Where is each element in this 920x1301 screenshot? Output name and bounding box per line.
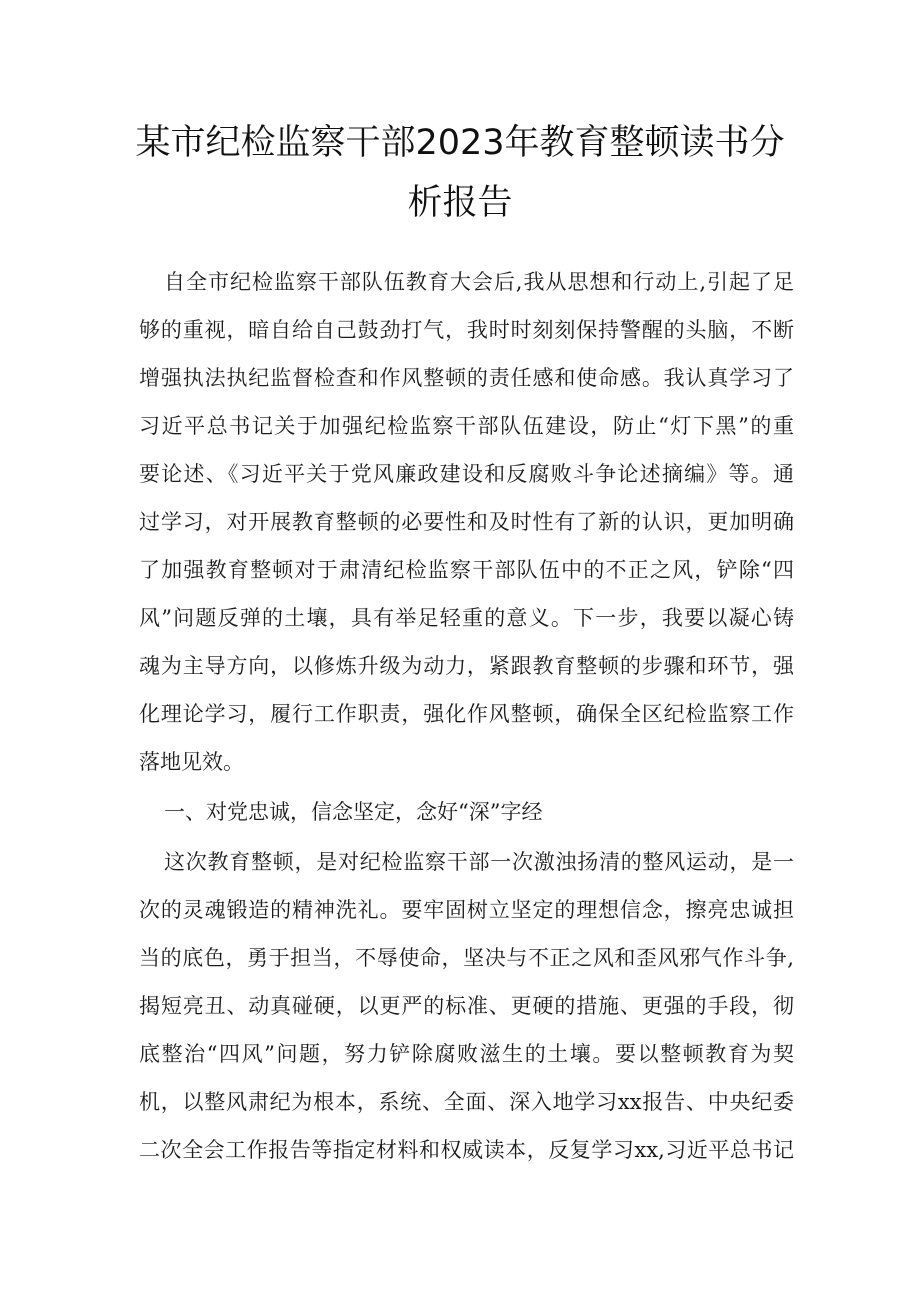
paragraph-1-line-7: 了加强教育整顿对于肃清纪检监察干部队伍中的不正之风，铲除“四 [139, 558, 794, 582]
paragraph-1-line-2: 够的重视，暗自给自己鼓劲打气，我时时刻刻保持警醒的头脑，不断 [139, 318, 794, 342]
document-title-line-2: 析报告 [407, 183, 513, 223]
paragraph-2-line-2: 次的灵魂锻造的精神洗礼。要牢固树立坚定的理想信念，擦亮忠诚担 [139, 898, 794, 922]
paragraph-2-line-4: 揭短亮丑、动真碰硬，以更严的标准、更硬的措施、更强的手段，彻 [139, 994, 794, 1018]
paragraph-1-line-11: 落地见效。 [139, 750, 244, 774]
paragraph-1-line-8: 风”问题反弹的土壤，具有举足轻重的意义。下一步，我要以凝心铸 [139, 606, 794, 630]
document-title-line-1: 某市纪检监察干部2023年教育整顿读书分 [135, 123, 785, 163]
paragraph-2-line-3: 当的底色，勇于担当，不辱使命，坚决与不正之风和歪风邪气作斗争, [139, 946, 794, 970]
paragraph-1-line-1: 自全市纪检监察干部队伍教育大会后,我从思想和行动上,引起了足 [164, 270, 794, 294]
paragraph-1-line-4: 习近平总书记关于加强纪检监察干部队伍建设，防止“灯下黑”的重 [139, 414, 794, 438]
paragraph-1-line-3: 增强执法执纪监督检查和作风整顿的责任感和使命感。我认真学习了 [139, 366, 794, 390]
paragraph-1-line-9: 魂为主导方向，以修炼升级为动力，紧跟教育整顿的步骤和环节，强 [139, 654, 794, 678]
section-heading-1: 一、对党忠诚，信念坚定，念好“深”字经 [164, 800, 543, 824]
paragraph-1-line-10: 化理论学习，履行工作职责，强化作风整顿，确保全区纪检监察工作 [139, 702, 794, 726]
paragraph-1-line-6: 过学习，对开展教育整顿的必要性和及时性有了新的认识，更加明确 [139, 510, 794, 534]
paragraph-2-line-6: 机，以整风肃纪为根本，系统、全面、深入地学习xx报告、中央纪委 [139, 1090, 794, 1114]
paragraph-1-line-5: 要论述、《习近平关于党风廉政建设和反腐败斗争论述摘编》等。通 [139, 462, 794, 486]
paragraph-2-line-7: 二次全会工作报告等指定材料和权威读本，反复学习xx,习近平总书记 [139, 1138, 794, 1162]
paragraph-2-line-5: 底整治“四风”问题，努力铲除腐败滋生的土壤。要以整顿教育为契 [139, 1042, 794, 1066]
paragraph-2-line-1: 这次教育整顿，是对纪检监察干部一次激浊扬清的整风运动，是一 [164, 850, 794, 874]
